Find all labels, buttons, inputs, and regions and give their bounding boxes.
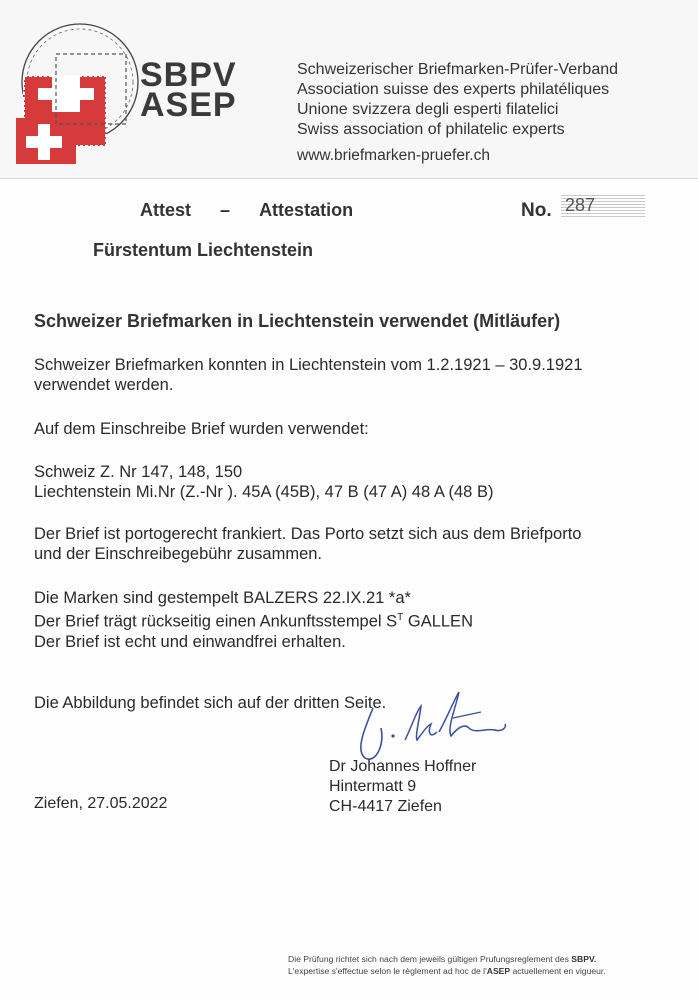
text-line: Auf dem Einschreibe Brief wurden verwendet: (34, 420, 369, 438)
letterhead (0, 0, 698, 179)
paragraph-used-stamps-intro (34, 419, 369, 439)
text-line: und der Einschreibegebühr zusammen. (34, 545, 323, 563)
organization-names (297, 60, 692, 140)
org-name-fr: Association suisse des experts philatéliques (297, 81, 610, 98)
org-name-it: Unione svizzera degli esperti filatelici (297, 101, 559, 118)
text-line: Der Brief ist echt und einwandfrei erhalten. (34, 632, 346, 651)
footer-bold: ASEP (486, 966, 511, 976)
text-line: Der Brief ist portogerecht frankiert. Das Porto setzt sich aus dem Briefporto (34, 525, 582, 543)
brand-line-sbpv: SBPV (140, 56, 237, 94)
signer-city: CH-4417 Ziefen (329, 798, 442, 815)
footer-line-de (288, 953, 688, 965)
paragraph-catalog-numbers (34, 462, 493, 502)
brand-logotype (140, 56, 280, 124)
stamp-cross-logo-icon (4, 14, 144, 164)
text-line-swiss-numbers: Schweiz Z. Nr 147, 148, 150 (34, 463, 243, 481)
subject-heading: Schweizer Briefmarken in Liechtenstein verwendet (Mitläufer) (34, 311, 561, 331)
text-line: Die Abbildung befindet sich auf der dritten Seite. (34, 694, 387, 712)
text-line (34, 608, 473, 632)
text-line: Schweizer Briefmarken konnten in Liechtenstein vom 1.2.1921 – 30.9.1921 (34, 356, 583, 374)
paragraph-cancellations (34, 588, 473, 652)
website-link[interactable]: www.briefmarken-pruefer.ch (297, 147, 490, 164)
signer-street: Hintermatt 9 (329, 778, 417, 795)
signer-address (329, 757, 476, 817)
footer-text: actuellement en vigueur. (510, 966, 606, 976)
paragraph-illustration-note (34, 693, 386, 713)
text-fragment: GALLEN (403, 612, 473, 631)
superscript-t: T (397, 612, 404, 623)
handwritten-signature (335, 688, 525, 768)
footer-text: L'expertise s'effectue selon le règlement ad hoc de l' (288, 966, 487, 976)
footer-text: Die Prüfung richtet sich nach dem jeweils gültigen Prufungsreglement des (288, 954, 572, 964)
place-and-date: Ziefen, 27.05.2022 (34, 795, 168, 812)
org-name-en: Swiss association of philatelic experts (297, 121, 565, 138)
org-name-de: Schweizerischer Briefmarken-Prüfer-Verband (297, 61, 619, 78)
paragraph-usage-period (34, 355, 583, 395)
number-label: No. (521, 200, 552, 221)
country-title: Fürstentum Liechtenstein (93, 240, 314, 260)
text-line: verwendet werden. (34, 376, 174, 394)
attest-number: 287 (561, 195, 645, 219)
text-line-liechtenstein-numbers: Liechtenstein Mi.Nr (Z.-Nr ). 45A (45B), 47 B (47 A) 48 A (48 B) (34, 483, 494, 501)
title-attest: Attest (140, 200, 192, 220)
footer-line-fr (288, 965, 688, 977)
signer-name: Dr Johannes Hoffner (329, 758, 477, 775)
title-dash: – (220, 200, 231, 220)
brand-line-asep: ASEP (140, 86, 237, 124)
text-fragment: Der Brief trägt rückseitig einen Ankunftsstempel S (34, 612, 398, 631)
paragraph-postage (34, 524, 581, 564)
document-title (140, 200, 353, 221)
title-attestation: Attestation (259, 200, 354, 220)
text-line: Die Marken sind gestempelt BALZERS 22.IX.21 *a* (34, 589, 411, 607)
footer-note (288, 953, 688, 977)
footer-bold: SBPV. (571, 954, 597, 964)
